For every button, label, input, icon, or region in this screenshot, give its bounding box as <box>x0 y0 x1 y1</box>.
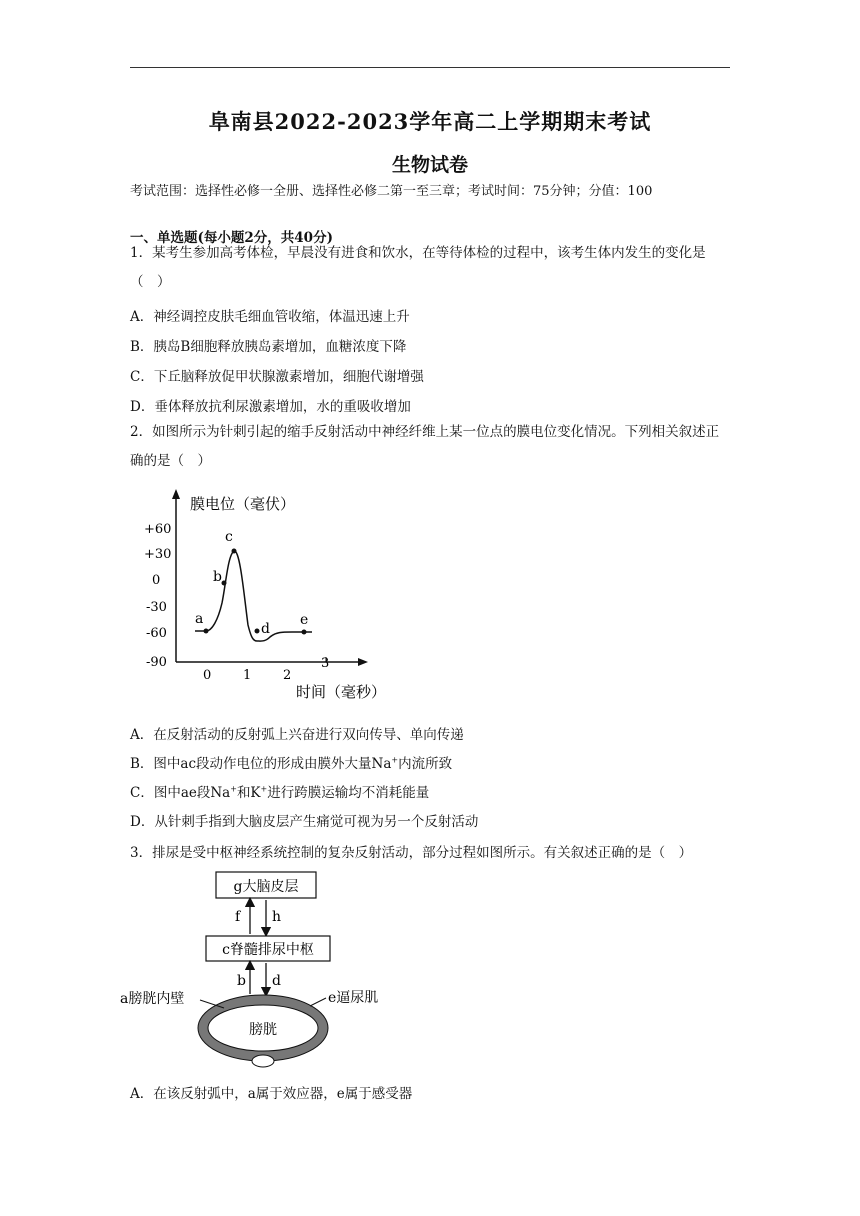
y-tick: -60 <box>146 626 167 641</box>
question-2-option-a: A．在反射活动的反射弧上兴奋进行双向传导、单向传递 <box>130 727 464 743</box>
x-tick: 1 <box>243 668 252 683</box>
path-b: b <box>237 973 246 989</box>
point-label: a <box>195 611 204 627</box>
x-tick: 3 <box>321 656 330 671</box>
exam-scope: 考试范围：选择性必修一全册、选择性必修二第一至三章；考试时间：75分钟；分值：100 <box>130 184 653 199</box>
bladder-wall-label: a膀胱内壁 <box>120 991 185 1007</box>
y-tick: +60 <box>144 522 172 537</box>
question-1-option-b: B．胰岛B细胞释放胰岛素增加，血糖浓度下降 <box>130 339 407 355</box>
point-label: e <box>300 612 309 628</box>
page-subtitle: 生物试卷 <box>391 154 468 176</box>
detrusor-label: e逼尿肌 <box>328 990 379 1006</box>
path-h: h <box>272 909 282 925</box>
potential-curve <box>195 551 312 641</box>
point-label: c <box>225 529 233 545</box>
question-2-stem: 2．如图所示为针刺引起的缩手反射活动中神经纤维上某一位点的膜电位变化情况。下列相关叙述正确的是（ ） <box>130 424 720 469</box>
y-tick: -90 <box>146 655 167 670</box>
y-tick: +30 <box>144 547 172 562</box>
path-f: f <box>235 909 241 925</box>
x-tick: 2 <box>283 668 292 683</box>
question-2-option-b: B．图中ac段动作电位的形成由膜外大量Na+内流所致 <box>130 755 453 772</box>
y-tick: -30 <box>146 600 167 615</box>
membrane-potential-chart <box>140 485 410 705</box>
question-2-option-c: C．图中ae段Na+和K+进行跨膜运输均不消耗能量 <box>130 784 430 801</box>
x-tick: 0 <box>203 668 212 683</box>
point-c <box>232 549 237 554</box>
point-label: b <box>213 569 222 585</box>
cortex-label: g大脑皮层 <box>233 879 299 895</box>
point-a <box>204 629 209 634</box>
point-e <box>302 630 307 635</box>
top-rule <box>130 67 730 68</box>
question-1-stem: 1．某考生参加高考体检，早晨没有进食和饮水，在等待体检的过程中，该考生体内发生的变化是（ ） <box>130 245 706 290</box>
point-label: d <box>261 621 270 637</box>
y-tick: 0 <box>152 573 161 588</box>
question-1-option-c: C．下丘脑释放促甲状腺激素增加，细胞代谢增强 <box>130 369 424 385</box>
x-axis-label: 时间（毫秒） <box>296 683 387 701</box>
spinal-center-label: c脊髓排尿中枢 <box>222 942 314 958</box>
question-2-option-d: D．从针刺手指到大脑皮层产生痛觉可视为另一个反射活动 <box>130 814 479 830</box>
section-heading: 一、单选题(每小题2分，共40分) <box>130 230 333 246</box>
bladder-outlet <box>252 1055 274 1067</box>
question-1-option-d: D．垂体释放抗利尿激素增加，水的重吸收增加 <box>130 399 411 415</box>
point-b <box>222 581 227 586</box>
question-3-stem: 3．排尿是受中枢神经系统控制的复杂反射活动，部分过程如图所示。有关叙述正确的是（ ） <box>130 845 693 861</box>
point-d <box>255 629 260 634</box>
question-3-option-a: A．在该反射弧中，a属于效应器，e属于感受器 <box>130 1086 413 1102</box>
page-title: 阜南县2022-2023学年高二上学期期末考试 <box>208 109 652 134</box>
bladder-label: 膀胱 <box>249 1022 277 1038</box>
question-1-option-a: A．神经调控皮肤毛细血管收缩，体温迅速上升 <box>130 309 410 325</box>
y-axis-label: 膜电位（毫伏） <box>190 495 296 513</box>
urination-reflex-diagram <box>120 868 410 1073</box>
path-d: d <box>272 973 281 989</box>
